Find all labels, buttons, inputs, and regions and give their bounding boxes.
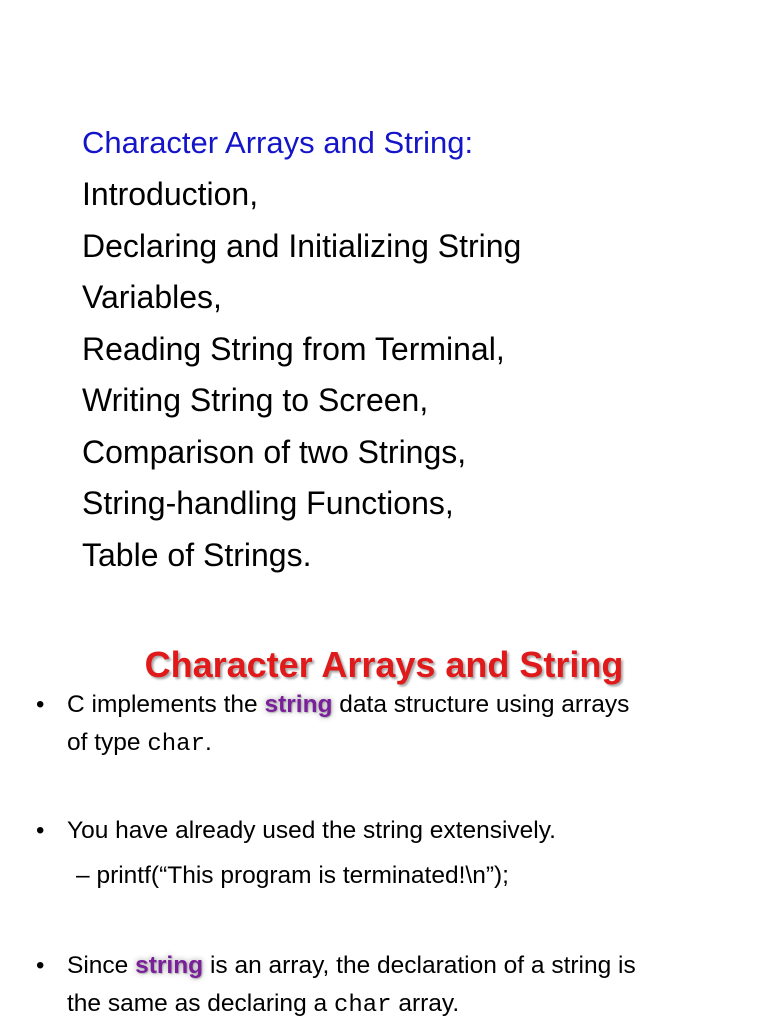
keyword-string: string (264, 691, 333, 718)
bullet-1-part4: . (204, 729, 212, 756)
topic-item: Variables, (82, 279, 222, 315)
bullet-dot: • (36, 691, 45, 718)
bullet-3-part2: is an array, the declaration of a string is (203, 952, 636, 979)
bullet-3-part3: the same as declaring a (67, 990, 334, 1017)
topic-item: Table of Strings. (82, 536, 312, 573)
bullet-1-part3: of type (67, 729, 148, 756)
code-char: char (333, 992, 392, 1019)
dash-symbol: – (76, 862, 90, 889)
bullet-dot: • (36, 952, 45, 979)
code-char: char (147, 731, 205, 758)
bullet-1-part1: C implements the (67, 691, 265, 718)
topic-item: Introduction, (82, 176, 259, 212)
topic-item: Declaring and Initializing String (82, 227, 522, 264)
keyword-string: string (135, 952, 204, 979)
bullet-3-part1: Since (67, 952, 136, 979)
bullet-2-text: You have already used the string extensively. (67, 817, 556, 844)
topic-item: String-handling Functions, (82, 485, 454, 521)
topic-item: Reading String from Terminal, (82, 330, 505, 367)
bullet-1-part2: data structure using arrays (332, 691, 630, 718)
bullet-3-part4: array. (391, 990, 460, 1017)
bullet-3-text (67, 947, 757, 1025)
topic-item: Comparison of two Strings, (82, 433, 467, 470)
topic-item: Writing String to Screen, (82, 382, 429, 418)
slide-1-heading: Character Arrays and String: (82, 125, 474, 160)
bullet-dot: • (36, 817, 45, 844)
topic-list (82, 169, 521, 581)
printf-example: printf(“This program is terminated!\n”); (96, 862, 509, 889)
slide-2 (0, 630, 768, 1024)
slide-2-title: Character Arrays and String (144, 644, 624, 685)
bullet-1-text (67, 686, 757, 764)
sub-bullet (76, 857, 509, 895)
